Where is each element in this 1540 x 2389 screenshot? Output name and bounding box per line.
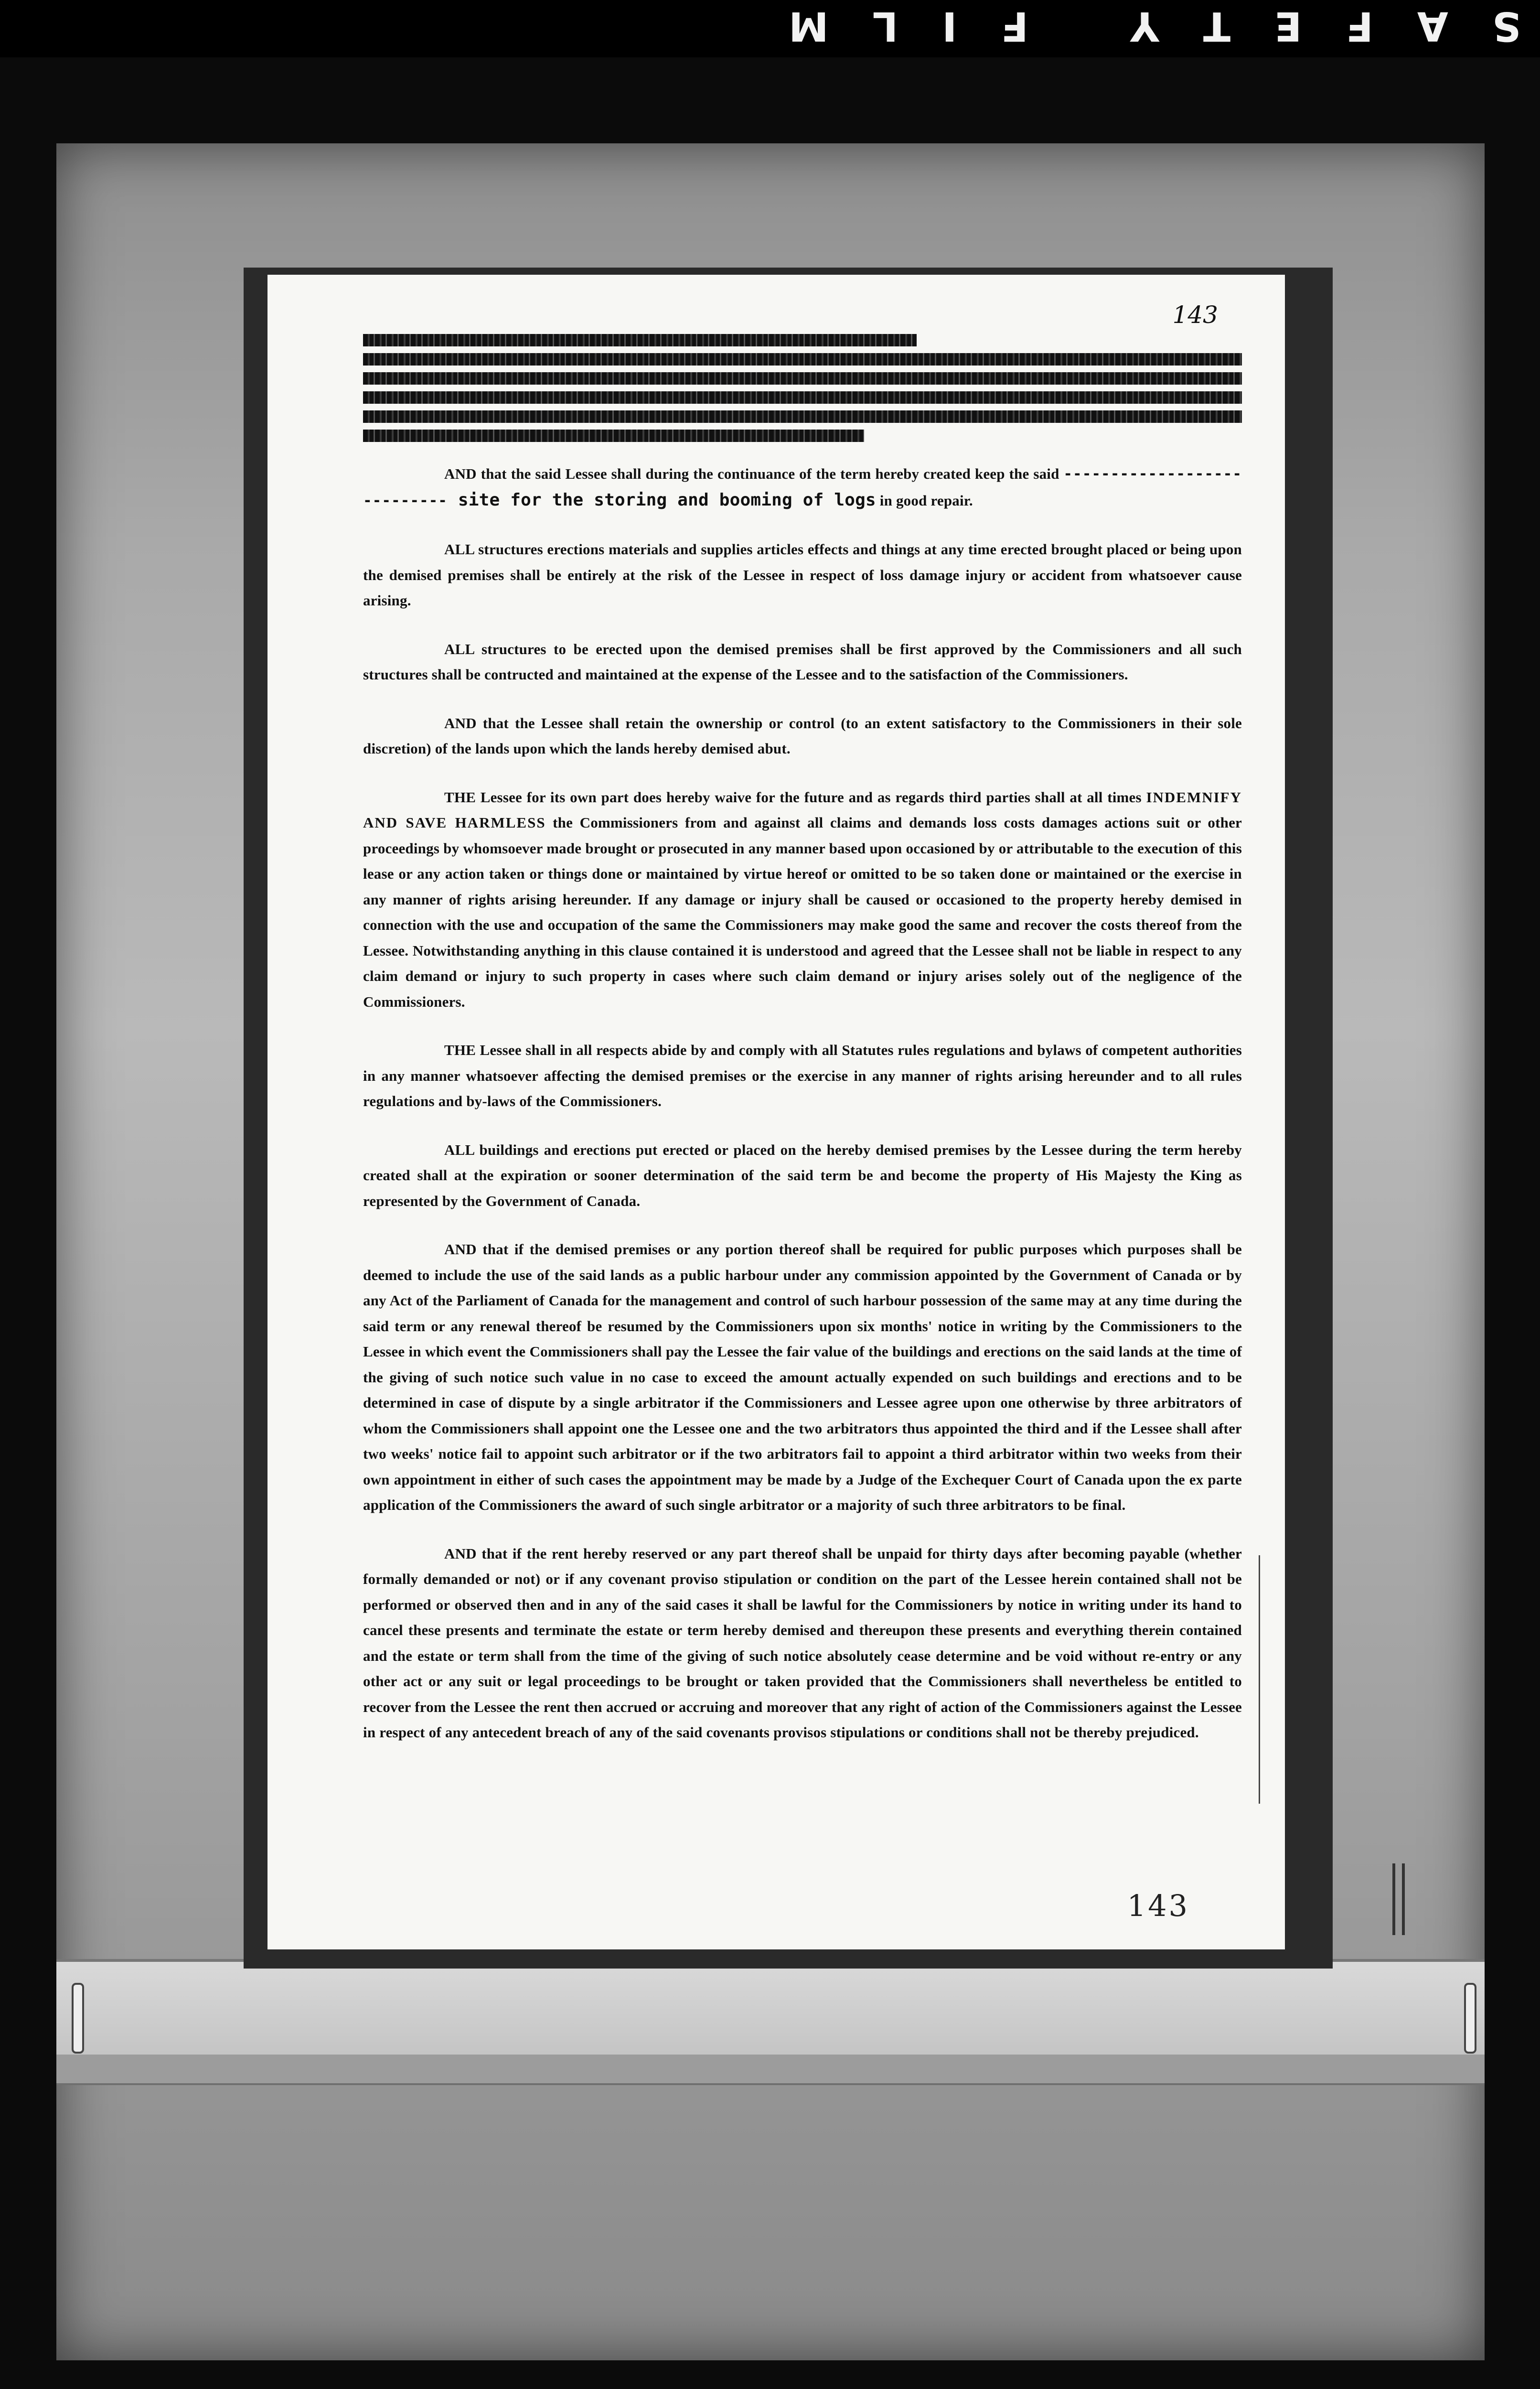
paragraph-text: THE Lessee shall in all respects abide by and comply with all Statutes rules regulations and bylaws of competent authorities in any manner whatsoever affecting the demised premises or the exercise in any manner of rights arising hereunder and to all rules regulations and by-laws of the Commissioners. [363, 1042, 1242, 1109]
indemnify-caps: INDEMNIFY AND SAVE HARMLESS [363, 788, 1242, 831]
paragraph-buildings [363, 1137, 1242, 1214]
paragraph-text: AND that the Lessee shall retain the ownership or control (to an extent satisfactory to the Commissioners in their sole discretion) of the lands upon which the lands hereby demised abut. [363, 714, 1242, 757]
paragraph-repair-covenant [363, 461, 1242, 514]
paragraph-rent-default [363, 1541, 1242, 1745]
paragraph-risk [363, 537, 1242, 613]
paragraph-public-purposes [363, 1237, 1242, 1518]
stamped-page-number: 143 [1127, 1888, 1189, 1923]
paragraph-text: THE Lessee for its own part does hereby waive for the future and as regards third parties shall at all times [444, 788, 1146, 806]
board-crossbar [56, 1959, 1485, 2060]
paragraph-statutes [363, 1037, 1242, 1114]
board-crossbar-shadow [56, 2055, 1485, 2085]
paragraph-indemnity [363, 785, 1242, 1015]
struck-line [363, 391, 1242, 404]
struck-line [363, 334, 917, 346]
paragraph-text: the Commissioners from and against all claims and demands loss costs damages actions suit or other proceedings by whomsoever made brought or prosecuted in any manner based upon occasioned by or attributable to the execution of this lease or any action taken or things done or maintained by virtue hereof or omitted to be so taken done or maintained or the exercise in any manner of rights arising hereunder. If any damage or injury shall be caused or occasioned to the property hereby demised in connection with the use and occupation of the same the Commissioners may make good the same and recover the costs thereof from the Lessee. Notwithstanding anything in this clause contained it is understood and agreed that the Lessee shall not be liable in respect to any claim demand or injury to such property in cases where such claim demand or injury arises solely out of the negligence of the Commissioners. [363, 814, 1242, 1010]
margin-pencil-line [1259, 1555, 1260, 1804]
film-edge [0, 0, 1540, 57]
paragraph-ownership [363, 710, 1242, 762]
paragraph-text: AND that the said Lessee shall during the continuance of the term hereby created keep the said [444, 465, 1064, 482]
paragraph-structures-approval [363, 636, 1242, 688]
struck-line [363, 410, 1242, 423]
struck-line [363, 372, 1242, 385]
typed-dashes: ---------------------------- [363, 465, 1242, 509]
struck-out-text-block [363, 334, 1242, 442]
edge-mark [1402, 1863, 1405, 1935]
paragraph-text: ALL structures to be erected upon the demised premises shall be first approved by the Commissioners and all such structures shall be contructed and maintained at the expense of the Lessee and to the satisfaction of the Commissioners. [363, 640, 1242, 683]
paragraph-text: ALL buildings and erections put erected or placed on the hereby demised premises by the Lessee during the term hereby created shall at the expiration or sooner determination of the said term be and become the property of His Majesty the King as represented by the Government of Canada. [363, 1141, 1242, 1209]
typed-insert: site for the storing and booming of logs [447, 490, 876, 510]
left-clip [72, 1983, 84, 2054]
right-clip [1464, 1983, 1476, 2054]
paragraph-text: in good repair. [876, 492, 973, 509]
struck-line [363, 353, 1242, 366]
edge-mark [1392, 1863, 1395, 1935]
paragraph-text: AND that if the demised premises or any portion thereof shall be required for public purposes which purposes shall be deemed to include the use of the said lands as a public harbour under any commission appointed by the Government of Canada or by any Act of the Parliament of Canada for the management and control of such harbour possession of the same may at any time during the said term or any renewal thereof be resumed by the Commissioners upon six months' notice in writing by the Commissioners to the Lessee in which event the Commissioners shall pay the Lessee the fair value of the buildings and erections on the said lands at the time of the giving of such notice such value in no case to exceed the amount actually expended on such buildings and erections and to be determined in case of dispute by a single arbitrator if the Commissioners and Lessee agree upon one otherwise by three arbitrators of whom the Commissioners shall appoint one the Lessee one and the two arbitrators thus appointed the third and if the Lessee shall after two weeks' notice fail to appoint such arbitrator or if the two arbitrators fail to appoint a third arbitrator within two weeks from their own appointment in either of such cases the appointment may be made by a Judge of the Exchequer Court of Canada upon the ex parte application of the Commissioners the award of such single arbitrator or a majority of such three arbitrators to be final. [363, 1241, 1242, 1513]
document-page [267, 275, 1285, 1949]
struck-line [363, 430, 864, 442]
paragraph-text: AND that if the rent hereby reserved or any part thereof shall be unpaid for thirty days after becoming payable (whether formally demanded or not) or if any covenant proviso stipulation or condition on the part of the Lessee herein contained shall not be performed or observed then and in any of the said cases it shall be lawful for the Commissioners by notice in writing under its hand to cancel these presents and terminate the estate or term hereby demised and thereupon these presents and everything therein contained and the estate or term shall from the time of the giving of such notice absolutely cease determine and be void without re-entry or any other act or any suit or legal proceedings to be brought or taken provided that the Commissioners shall nevertheless be entitled to recover from the Lessee the rent then accrued or accruing and moreover that any right of action of the Commissioners against the Lessee in respect of any antecedent breach of any of the said covenants provisos stipulations or conditions shall not be thereby prejudiced. [363, 1545, 1242, 1741]
film-edge-text: SAFETY FILM [744, 3, 1521, 50]
paragraph-text: ALL structures erections materials and supplies articles effects and things at any time erected brought placed or being upon the demised premises shall be entirely at the risk of the Lessee in respect of loss damage injury or accident from whatsoever cause arising. [363, 541, 1242, 609]
handwritten-page-number: 143 [1172, 301, 1218, 329]
